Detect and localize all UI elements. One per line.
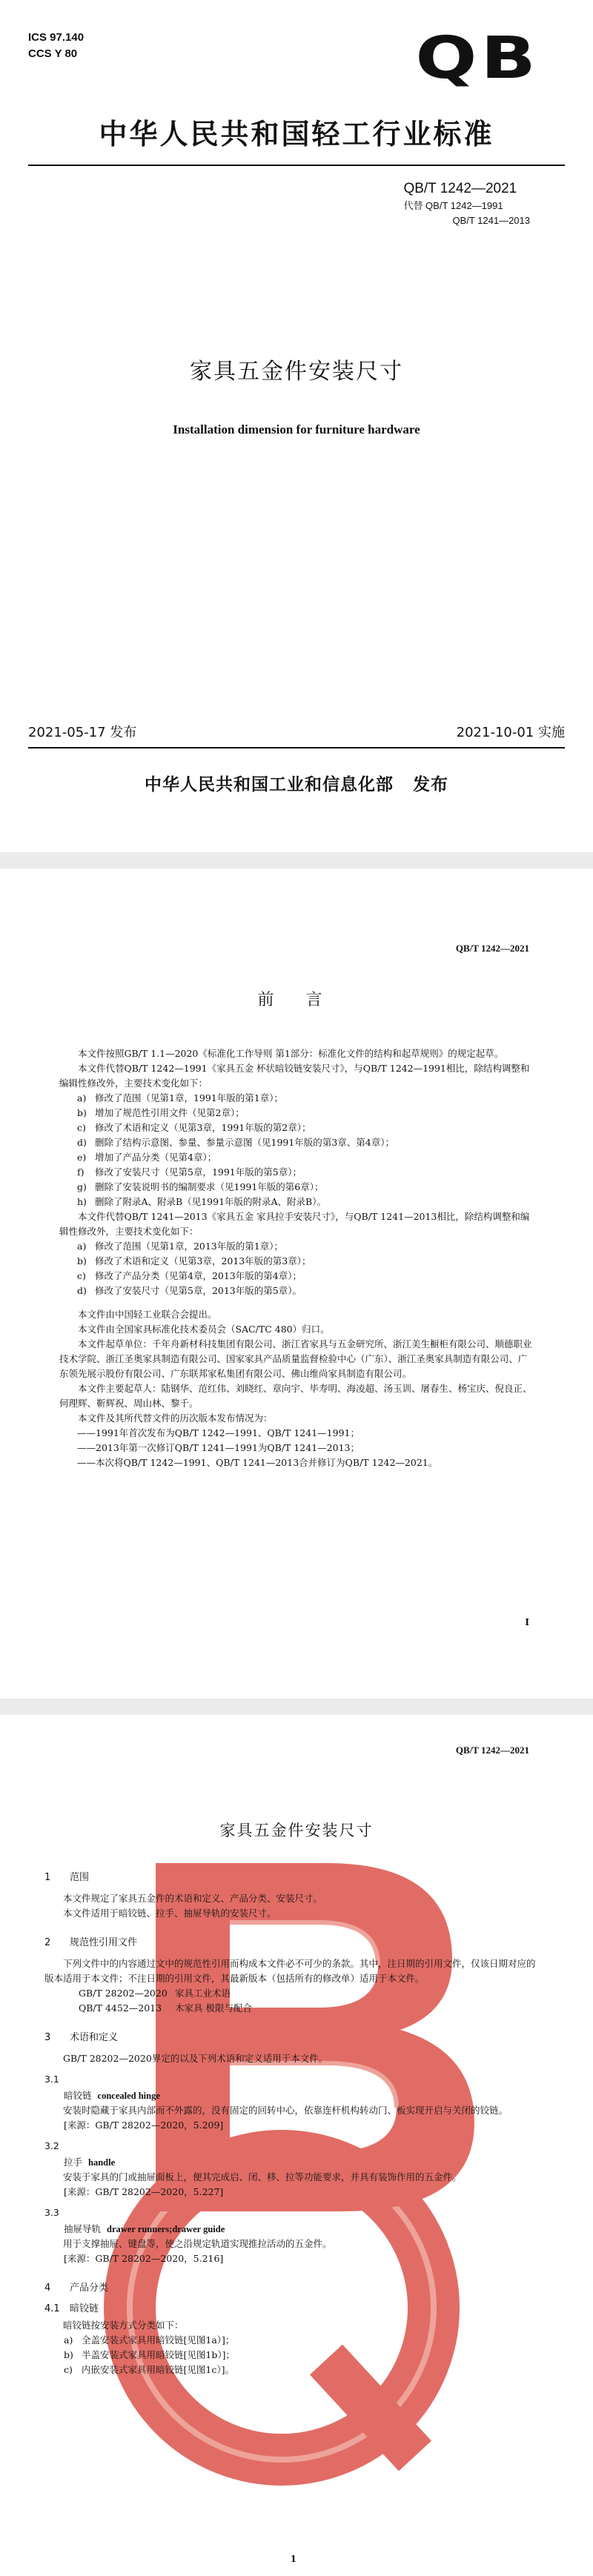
standard-category-title: 中华人民共和国轻工行业标准 (99, 118, 494, 150)
list-item: h) 删除了附录A、附录B（见1991年版的附录A、附录B）。 (77, 1196, 326, 1207)
preface-paragraph: 本文件代替QB/T 1241—2013《家具五金 家具拉手安装尺寸》，与QB/T 1241—2013相比，除结构调整和编辑性修改外，主要技术变化如下： (59, 1211, 530, 1237)
section-paragraph: 本文件规定了家具五金件的术语和定义、产品分类、安装尺寸。 (63, 1893, 323, 1904)
body-title: 家具五金件安装尺寸 (219, 1822, 374, 1839)
term-definition: 安装时隐藏于家具内部而不外露的，没有固定的回转中心，依靠连杆机构转动门、板实现开启与关闭的铰链。 (63, 2105, 508, 2116)
preface-page (0, 869, 593, 1699)
section-paragraph: 暗铰链按安装方式分类如下： (63, 2320, 184, 2331)
standard-code: QB/T 1242—2021 (403, 181, 517, 196)
page-header-code: QB/T 1242—2021 (455, 943, 529, 954)
list-item: c) 修改了术语和定义（见第3章，1991年版的第2章）； (77, 1122, 311, 1133)
list-item: a) 修改了范围（见第1章，1991年版的第1章）； (77, 1092, 283, 1103)
term-definition: 安装于家具的门或抽屉面板上，便其完成启、闭、移、拉等功能要求，并具有装饰作用的五金件。 (63, 2171, 462, 2182)
history-item: ——2013年第一次修订QB/T 1241—1991为QB/T 1241—2013； (77, 1442, 360, 1453)
ccs-code: CCS Y 80 (28, 47, 78, 60)
term-source: [来源：GB/T 28202—2020，5.209] (64, 2119, 224, 2131)
list-item: g) 删除了安装说明书的编制要求（见1991年版的第6章）； (77, 1181, 324, 1192)
replaces-line-2: QB/T 1241—2013 (452, 215, 530, 226)
section-heading: 4 产品分类 (44, 2283, 109, 2294)
document-title-english: Installation dimension for furniture hardware (173, 422, 420, 436)
section-paragraph: 下列文件中的内容通过文中的规范性引用而构成本文件必不可少的条款。其中，注日期的引用文件，仅该日期对应的版本适用于本文件；不注日期的引用文件，其最新版本（包括所有的修改单）适用于本文件。 (44, 1958, 536, 1984)
cover-top-rule (28, 165, 565, 166)
replaces-line-1: 代替 QB/T 1242—1991 (403, 200, 503, 211)
list-item: a) 全盖安装式家具用暗铰链[见图1a）]； (64, 2334, 235, 2346)
page-number: 1 (290, 2554, 296, 2564)
term-name: 暗铰链 concealed hinge (64, 2090, 160, 2101)
classification-codes (28, 30, 84, 62)
page-header-code: QB/T 1242—2021 (455, 1745, 529, 1756)
history-item: ——本次将QB/T 1242—1991、QB/T 1241—2013合并修订为QB/T 1242—2021。 (77, 1457, 438, 1468)
list-item: b) 半盖安装式家具用暗铰链[见图1b）]； (64, 2349, 235, 2360)
preface-paragraph: 本文件及其所代替文件的历次版本发布情况为： (78, 1413, 273, 1424)
list-item: d) 删除了结构示意图、参量、参量示意图（见1991年版的第3章、第4章）； (77, 1137, 394, 1148)
cover-bottom-rule (28, 747, 565, 748)
standard-codes (403, 179, 530, 228)
ics-code: ICS 97.140 (28, 31, 85, 44)
body-content (44, 1863, 541, 2377)
preface-paragraph: 本文件代替QB/T 1242—1991《家具五金 杯状暗铰链安装尺寸》，与QB/T 1242—1991相比，除结构调整和编辑性修改外，主要技术变化如下： (59, 1063, 530, 1089)
term-name: 拉手 handle (64, 2157, 116, 2168)
list-item: e) 增加了产品分类（见第4章）； (77, 1152, 217, 1163)
term-number: 3.3 (44, 2207, 59, 2218)
issuer (0, 771, 593, 795)
issuer-name: 中华人民共和国工业和信息化部 (145, 775, 394, 794)
qb-logo: QB (415, 25, 540, 92)
section-paragraph: GB/T 28202—2020界定的以及下列术语和定义适用于本文件。 (63, 2053, 328, 2064)
list-item: f) 修改了安装尺寸（见第5章，1991年版的第5章）； (77, 1166, 302, 1178)
section-heading: 3 术语和定义 (44, 2032, 119, 2043)
list-item: b) 增加了规范性引用文件（见第2章）； (77, 1107, 245, 1118)
term-number: 3.1 (44, 2074, 59, 2085)
publish-date: 2021-05-17 发布 (28, 725, 137, 740)
preface-paragraph: 本文件由中国轻工业联合会提出。 (78, 1309, 217, 1320)
preface-title: 前 言 (257, 991, 336, 1009)
preface-paragraph: 本文件由全国家具标准化技术委员会（SAC/TC 480）归口。 (78, 1324, 330, 1335)
list-item: b) 修改了术语和定义（见第3章，2013年版的第3章）； (77, 1255, 311, 1267)
list-item: a) 修改了范围（见第1章，2013年版的第1章）； (77, 1241, 283, 1252)
preface-paragraph: 本文件起草单位：千年舟新材科技集团有限公司、浙江省家具与五金研究所、浙江美生橱柜有限公司、顺德职业技术学院、浙江圣奥家具制造有限公司、国家家具产品质量监督检验中心（广东）、浙江圣奥家具制造有限公司、广东领先展示股份有限公司、广东联邦家私集团有限公司、佛山维尚家具制造有限公司。 (59, 1338, 532, 1379)
term-source: [来源：GB/T 28202—2020，5.216] (64, 2253, 224, 2264)
implement-date: 2021-10-01 实施 (456, 725, 565, 740)
list-item: c) 修改了产品分类（见第4章，2013年版的第4章）； (77, 1270, 302, 1281)
preface-body (59, 1046, 534, 1470)
history-item: ——1991年首次发布为QB/T 1242—1991、QB/T 1241—1991； (77, 1427, 360, 1438)
term-source: [来源：GB/T 28202—2020，5.227] (64, 2186, 224, 2197)
subsection-heading: 4.1 暗铰链 (44, 2303, 99, 2314)
reference-item: GB/T 28202—2020 家具工业术语 (79, 1988, 231, 1999)
cover-page (0, 0, 593, 852)
section-paragraph: 本文件适用于暗铰链、拉手、抽屉导轨的安装尺寸。 (63, 1908, 276, 1919)
preface-paragraph: 本文件按照GB/T 1.1—2020《标准化工作导则 第1部分：标准化文件的结构和起草规则》的规定起草。 (78, 1048, 504, 1059)
section-heading: 2 规范性引用文件 (44, 1937, 138, 1948)
document-title: 家具五金件安装尺寸 (190, 359, 403, 385)
issuer-suffix: 发布 (413, 775, 448, 794)
preface-paragraph: 本文件主要起草人：陆钢华、范红伟、刘晓红、章向宇、毕寿明、海凌超、汤玉训、屠春生、杨宝庆、倪良正、何理辉、靳辉祝、周山林、黎千。 (59, 1383, 532, 1409)
term-definition: 用于支撑抽屉、键盘等，使之沿规定轨道实现推拉活动的五金件。 (63, 2238, 332, 2249)
term-name: 抽屉导轨 drawer runners;drawer guide (64, 2223, 225, 2234)
list-item: d) 修改了安装尺寸（见第5章，2013年版的第5章）。 (77, 1285, 302, 1296)
reference-item: QB/T 4452—2013 木家具 极限与配合 (79, 2002, 252, 2014)
list-item: c) 内嵌安装式家具用暗铰链[见图1c）]。 (64, 2364, 234, 2375)
section-heading: 1 范围 (44, 1872, 90, 1883)
term-number: 3.2 (44, 2140, 59, 2151)
page-number: I (525, 1617, 529, 1627)
body-page (0, 1715, 593, 2576)
